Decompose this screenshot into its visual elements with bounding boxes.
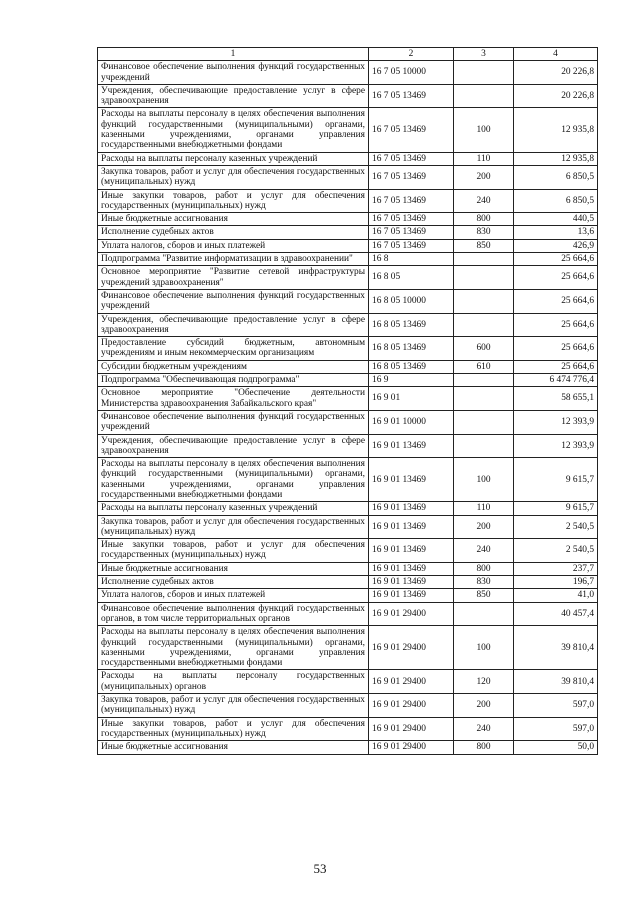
- row-sum-cell: 237,7: [514, 562, 598, 575]
- row-name-cell: Основное мероприятие "Обеспечение деятельности Министерства здравоохранения Забайкальского края": [98, 387, 369, 411]
- row-expense-type-cell: 830: [454, 226, 514, 239]
- row-expense-type-cell: 120: [454, 670, 514, 694]
- row-code-cell: 16 9 01 29400: [369, 741, 454, 754]
- table-row: [98, 562, 598, 575]
- row-name-cell: Расходы на выплаты персоналу в целях обеспечения выполнения функций государственными (муниципальными) органами, казенными учреждениями, органами управления государственными внебюджетными фондами: [98, 108, 369, 152]
- row-expense-type-cell: [454, 602, 514, 626]
- row-name-cell: Уплата налогов, сборов и иных платежей: [98, 239, 369, 252]
- table-row: [98, 61, 598, 85]
- row-name-cell: Финансовое обеспечение выполнения функций государственных учреждений: [98, 61, 369, 85]
- row-code-cell: 16 9 01 13469: [369, 539, 454, 563]
- row-name-cell: Закупка товаров, работ и услуг для обеспечения государственных (муниципальных) нужд: [98, 515, 369, 539]
- row-code-cell: 16 7 05 13469: [369, 239, 454, 252]
- table-row: [98, 84, 598, 108]
- row-sum-cell: 440,5: [514, 213, 598, 226]
- row-expense-type-cell: 800: [454, 741, 514, 754]
- table-row: [98, 576, 598, 589]
- row-sum-cell: 25 664,6: [514, 337, 598, 361]
- row-sum-cell: 12 935,8: [514, 108, 598, 152]
- table-row: [98, 266, 598, 290]
- row-expense-type-cell: 600: [454, 337, 514, 361]
- row-expense-type-cell: [454, 410, 514, 434]
- row-name-cell: Иные бюджетные ассигнования: [98, 213, 369, 226]
- row-name-cell: Финансовое обеспечение выполнения функций государственных учреждений: [98, 410, 369, 434]
- row-expense-type-cell: 610: [454, 360, 514, 373]
- row-expense-type-cell: 200: [454, 694, 514, 718]
- row-expense-type-cell: [454, 61, 514, 85]
- row-code-cell: 16 9 01 13469: [369, 434, 454, 458]
- table-row: [98, 741, 598, 754]
- row-expense-type-cell: 830: [454, 576, 514, 589]
- row-sum-cell: 9 615,7: [514, 458, 598, 502]
- row-code-cell: 16 7 05 10000: [369, 61, 454, 85]
- row-sum-cell: 25 664,6: [514, 360, 598, 373]
- row-code-cell: 16 9 01 13469: [369, 458, 454, 502]
- row-code-cell: 16 8 05 13469: [369, 313, 454, 337]
- row-sum-cell: 39 810,4: [514, 670, 598, 694]
- column-header-code: 2: [369, 48, 454, 61]
- row-expense-type-cell: 110: [454, 502, 514, 515]
- row-expense-type-cell: 200: [454, 515, 514, 539]
- row-sum-cell: 597,0: [514, 717, 598, 741]
- table-row: [98, 313, 598, 337]
- row-code-cell: 16 9 01: [369, 387, 454, 411]
- table-row: [98, 434, 598, 458]
- row-name-cell: Основное мероприятие "Развитие сетевой инфраструктуры учреждений здравоохранения": [98, 266, 369, 290]
- row-expense-type-cell: 100: [454, 108, 514, 152]
- row-code-cell: 16 9 01 29400: [369, 717, 454, 741]
- row-expense-type-cell: 800: [454, 562, 514, 575]
- row-sum-cell: 12 935,8: [514, 152, 598, 165]
- row-expense-type-cell: 100: [454, 458, 514, 502]
- page-number: 53: [313, 861, 327, 876]
- row-expense-type-cell: [454, 313, 514, 337]
- row-name-cell: Расходы на выплаты персоналу казенных учреждений: [98, 152, 369, 165]
- row-expense-type-cell: [454, 84, 514, 108]
- row-sum-cell: 196,7: [514, 576, 598, 589]
- row-name-cell: Расходы на выплаты персоналу казенных учреждений: [98, 502, 369, 515]
- row-sum-cell: 6 474 776,4: [514, 374, 598, 387]
- row-sum-cell: 6 850,5: [514, 189, 598, 213]
- row-sum-cell: 25 664,6: [514, 266, 598, 290]
- row-name-cell: Финансовое обеспечение выполнения функций государственных органов, в том числе территориальных органов: [98, 602, 369, 626]
- row-sum-cell: 20 226,8: [514, 84, 598, 108]
- table-row: [98, 694, 598, 718]
- row-name-cell: Расходы на выплаты персоналу государственных (муниципальных) органов: [98, 670, 369, 694]
- row-name-cell: Иные закупки товаров, работ и услуг для обеспечения государственных (муниципальных) нужд: [98, 717, 369, 741]
- row-name-cell: Субсидии бюджетным учреждениям: [98, 360, 369, 373]
- row-code-cell: 16 9: [369, 374, 454, 387]
- row-sum-cell: 6 850,5: [514, 165, 598, 189]
- row-sum-cell: 9 615,7: [514, 502, 598, 515]
- table-row: [98, 360, 598, 373]
- row-name-cell: Учреждения, обеспечивающие предоставление услуг в сфере здравоохранения: [98, 84, 369, 108]
- row-name-cell: Расходы на выплаты персоналу в целях обеспечения выполнения функций государственными (муниципальными) органами, казенными учреждениями, органами управления государственными внебюджетными фондами: [98, 626, 369, 670]
- row-expense-type-cell: 240: [454, 189, 514, 213]
- row-sum-cell: 25 664,6: [514, 253, 598, 266]
- table-row: [98, 458, 598, 502]
- row-sum-cell: 41,0: [514, 589, 598, 602]
- row-sum-cell: 13,6: [514, 226, 598, 239]
- column-header-expense-type: 3: [454, 48, 514, 61]
- table-row: [98, 189, 598, 213]
- row-expense-type-cell: 850: [454, 589, 514, 602]
- row-expense-type-cell: [454, 387, 514, 411]
- table-row: [98, 602, 598, 626]
- table-row: [98, 374, 598, 387]
- row-code-cell: 16 9 01 10000: [369, 410, 454, 434]
- row-name-cell: Исполнение судебных актов: [98, 576, 369, 589]
- row-code-cell: 16 9 01 29400: [369, 602, 454, 626]
- row-name-cell: Исполнение судебных актов: [98, 226, 369, 239]
- row-name-cell: Иные закупки товаров, работ и услуг для обеспечения государственных (муниципальных) нужд: [98, 189, 369, 213]
- row-sum-cell: 20 226,8: [514, 61, 598, 85]
- row-code-cell: 16 8 05: [369, 266, 454, 290]
- table-row: [98, 226, 598, 239]
- table-row: [98, 165, 598, 189]
- table-row: [98, 670, 598, 694]
- row-name-cell: Подпрограмма "Обеспечивающая подпрограмма": [98, 374, 369, 387]
- table-row: [98, 152, 598, 165]
- row-name-cell: Учреждения, обеспечивающие предоставление услуг в сфере здравоохранения: [98, 313, 369, 337]
- row-sum-cell: 2 540,5: [514, 515, 598, 539]
- row-expense-type-cell: 800: [454, 213, 514, 226]
- table-row: [98, 717, 598, 741]
- row-code-cell: 16 7 05 13469: [369, 189, 454, 213]
- table-row: [98, 515, 598, 539]
- row-name-cell: Иные бюджетные ассигнования: [98, 562, 369, 575]
- row-code-cell: 16 7 05 13469: [369, 84, 454, 108]
- row-expense-type-cell: 110: [454, 152, 514, 165]
- row-code-cell: 16 9 01 13469: [369, 562, 454, 575]
- row-name-cell: Предоставление субсидий бюджетным, автономным учреждениям и иным некоммерческим организациям: [98, 337, 369, 361]
- row-code-cell: 16 7 05 13469: [369, 108, 454, 152]
- row-name-cell: Расходы на выплаты персоналу в целях обеспечения выполнения функций государственными (муниципальными) органами, казенными учреждениями, органами управления государственными внебюджетными фондами: [98, 458, 369, 502]
- row-sum-cell: 25 664,6: [514, 289, 598, 313]
- row-name-cell: Закупка товаров, работ и услуг для обеспечения государственных (муниципальных) нужд: [98, 165, 369, 189]
- table-header-row: [98, 48, 598, 61]
- row-name-cell: Уплата налогов, сборов и иных платежей: [98, 589, 369, 602]
- row-name-cell: Подпрограмма "Развитие информатизации в здравоохранении": [98, 253, 369, 266]
- row-code-cell: 16 8 05 13469: [369, 360, 454, 373]
- row-name-cell: Учреждения, обеспечивающие предоставление услуг в сфере здравоохранения: [98, 434, 369, 458]
- row-code-cell: 16 9 01 13469: [369, 576, 454, 589]
- column-header-name: 1: [98, 48, 369, 61]
- table-row: [98, 626, 598, 670]
- budget-table: [97, 47, 598, 755]
- row-name-cell: Закупка товаров, работ и услуг для обеспечения государственных (муниципальных) нужд: [98, 694, 369, 718]
- row-sum-cell: 39 810,4: [514, 626, 598, 670]
- row-expense-type-cell: [454, 374, 514, 387]
- row-code-cell: 16 7 05 13469: [369, 152, 454, 165]
- table-row: [98, 410, 598, 434]
- row-code-cell: 16 8 05 13469: [369, 337, 454, 361]
- row-code-cell: 16 9 01 29400: [369, 694, 454, 718]
- row-code-cell: 16 7 05 13469: [369, 226, 454, 239]
- row-code-cell: 16 7 05 13469: [369, 165, 454, 189]
- table-row: [98, 589, 598, 602]
- row-expense-type-cell: 240: [454, 717, 514, 741]
- row-expense-type-cell: [454, 289, 514, 313]
- table-row: [98, 239, 598, 252]
- row-expense-type-cell: 850: [454, 239, 514, 252]
- row-code-cell: 16 9 01 13469: [369, 502, 454, 515]
- row-name-cell: Иные бюджетные ассигнования: [98, 741, 369, 754]
- row-expense-type-cell: 240: [454, 539, 514, 563]
- row-sum-cell: 12 393,9: [514, 410, 598, 434]
- table-row: [98, 502, 598, 515]
- row-sum-cell: 25 664,6: [514, 313, 598, 337]
- row-sum-cell: 12 393,9: [514, 434, 598, 458]
- table-row: [98, 108, 598, 152]
- row-sum-cell: 50,0: [514, 741, 598, 754]
- row-expense-type-cell: 100: [454, 626, 514, 670]
- row-expense-type-cell: [454, 266, 514, 290]
- table-body: [98, 61, 598, 754]
- table-row: [98, 289, 598, 313]
- row-code-cell: 16 7 05 13469: [369, 213, 454, 226]
- row-expense-type-cell: 200: [454, 165, 514, 189]
- row-expense-type-cell: [454, 434, 514, 458]
- row-code-cell: 16 9 01 13469: [369, 515, 454, 539]
- row-sum-cell: 2 540,5: [514, 539, 598, 563]
- row-name-cell: Финансовое обеспечение выполнения функций государственных учреждений: [98, 289, 369, 313]
- table-row: [98, 539, 598, 563]
- row-code-cell: 16 8 05 10000: [369, 289, 454, 313]
- row-name-cell: Иные закупки товаров, работ и услуг для обеспечения государственных (муниципальных) нужд: [98, 539, 369, 563]
- table-row: [98, 253, 598, 266]
- row-code-cell: 16 9 01 29400: [369, 626, 454, 670]
- row-code-cell: 16 9 01 13469: [369, 589, 454, 602]
- table-row: [98, 387, 598, 411]
- row-code-cell: 16 9 01 29400: [369, 670, 454, 694]
- row-code-cell: 16 8: [369, 253, 454, 266]
- row-sum-cell: 597,0: [514, 694, 598, 718]
- column-header-sum: 4: [514, 48, 598, 61]
- row-sum-cell: 58 655,1: [514, 387, 598, 411]
- row-expense-type-cell: [454, 253, 514, 266]
- row-sum-cell: 40 457,4: [514, 602, 598, 626]
- table-row: [98, 213, 598, 226]
- row-sum-cell: 426,9: [514, 239, 598, 252]
- table-row: [98, 337, 598, 361]
